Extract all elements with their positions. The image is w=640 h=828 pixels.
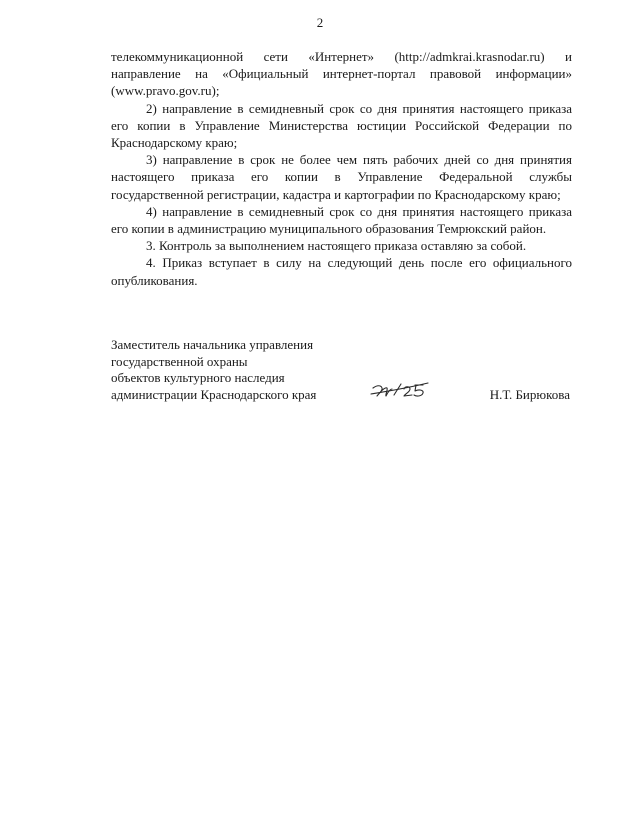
paragraph-item-4: 4) направление в семидневный срок со дня принятия настоящего приказа его копии в администрацию муниципального образования Темрюкский район. xyxy=(111,203,572,237)
signature-block xyxy=(111,337,572,403)
signatory-position-line-2: государственной охраны xyxy=(111,353,248,369)
paragraph-item-3: 3) направление в срок не более чем пять рабочих дней со дня принятия настоящего приказа его копии в Управление Федеральной службы государственной регистрации, кадастра и картографии по Краснодарскому краю; xyxy=(111,152,572,202)
signatory-name: Н.Т. Бирюкова xyxy=(489,386,570,402)
signatory-position-line-3: объектов культурного наследия xyxy=(111,370,285,386)
signatory-position-line-4: администрации Краснодарского края xyxy=(111,386,317,402)
page-number: 2 xyxy=(316,15,324,30)
paragraph-item-2: 2) направление в семидневный срок со дня принятия настоящего приказа его копии в Управление Министерства юстиции Российской Федерации по Краснодарскому краю; xyxy=(111,100,572,151)
document-body xyxy=(111,48,572,289)
paragraph-control-clause: 3. Контроль за выполнением настоящего приказа оставляю за собой. xyxy=(146,238,527,254)
paragraph-effective-clause: 4. Приказ вступает в силу на следующий день после его официального опубликования. xyxy=(111,255,572,288)
signatory-position-line-1: Заместитель начальника управления xyxy=(111,337,314,352)
handwritten-signature-icon xyxy=(368,379,438,401)
paragraph-internet-publication: телекоммуникационной сети «Интернет» (http://admkrai.krasnodar.ru) и направление на «Официальный интернет-портал правовой информации» (www.pravo.gov.ru); xyxy=(111,49,572,99)
